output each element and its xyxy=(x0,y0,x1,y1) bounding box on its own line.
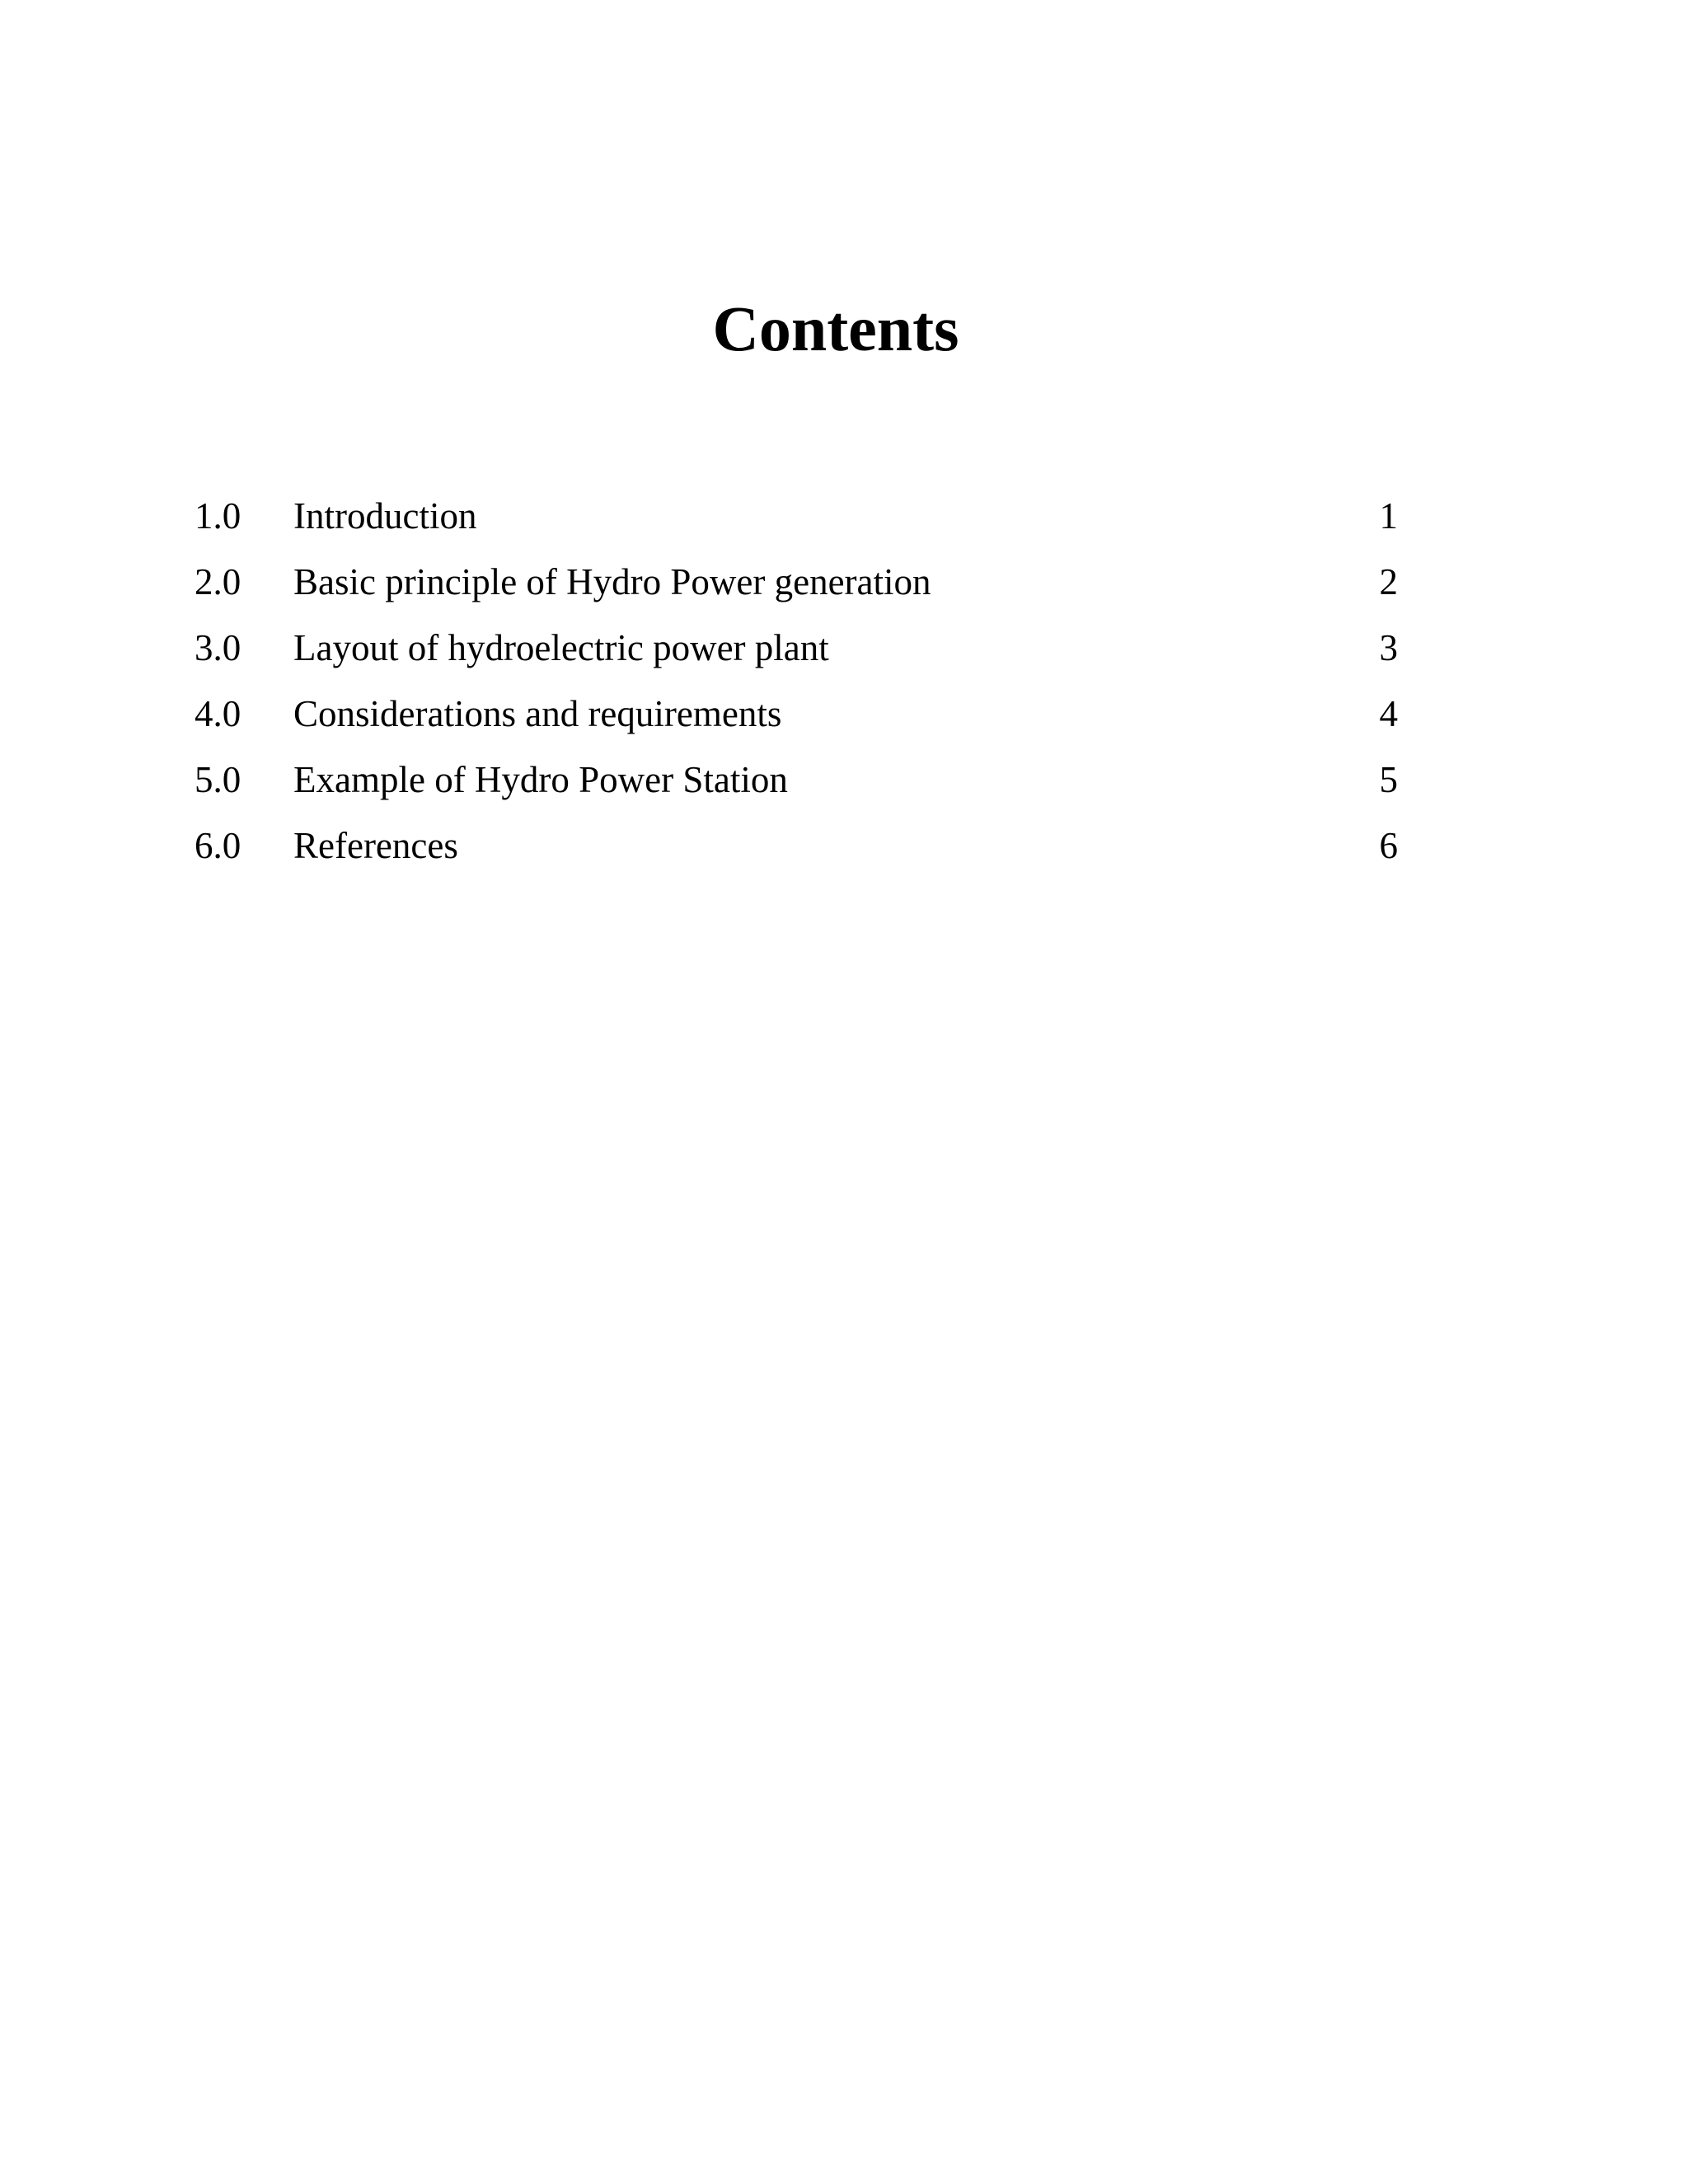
table-of-contents xyxy=(195,491,1398,887)
toc-entry-number: 3.0 xyxy=(195,627,241,668)
toc-entry-label: Example of Hydro Power Station xyxy=(293,759,788,800)
toc-entry-label: Introduction xyxy=(293,495,477,537)
toc-entry-references xyxy=(195,821,1398,887)
toc-entry-number: 6.0 xyxy=(195,825,241,866)
toc-entry-basic-principle xyxy=(195,557,1398,623)
page-title: Contents xyxy=(712,293,959,364)
toc-entry-example xyxy=(195,755,1398,821)
toc-entry-page: 1 xyxy=(1379,495,1398,537)
toc-entry-number: 2.0 xyxy=(195,561,241,602)
toc-entry-number: 5.0 xyxy=(195,759,241,800)
toc-entry-number: 4.0 xyxy=(195,693,241,734)
toc-entry-label: Layout of hydroelectric power plant xyxy=(293,627,829,668)
toc-entry-layout xyxy=(195,623,1398,689)
toc-entry-page: 4 xyxy=(1379,693,1398,734)
toc-entry-page: 3 xyxy=(1379,627,1398,668)
toc-entry-label: Considerations and requirements xyxy=(293,693,782,734)
toc-entry-label: Basic principle of Hydro Power generation xyxy=(293,561,931,602)
toc-entry-page: 5 xyxy=(1379,759,1398,800)
toc-entry-considerations xyxy=(195,689,1398,755)
toc-entry-number: 1.0 xyxy=(195,495,241,537)
toc-entry-introduction xyxy=(195,491,1398,557)
toc-entry-label: References xyxy=(293,825,458,866)
toc-entry-page: 2 xyxy=(1379,561,1398,602)
toc-entry-page: 6 xyxy=(1379,825,1398,866)
